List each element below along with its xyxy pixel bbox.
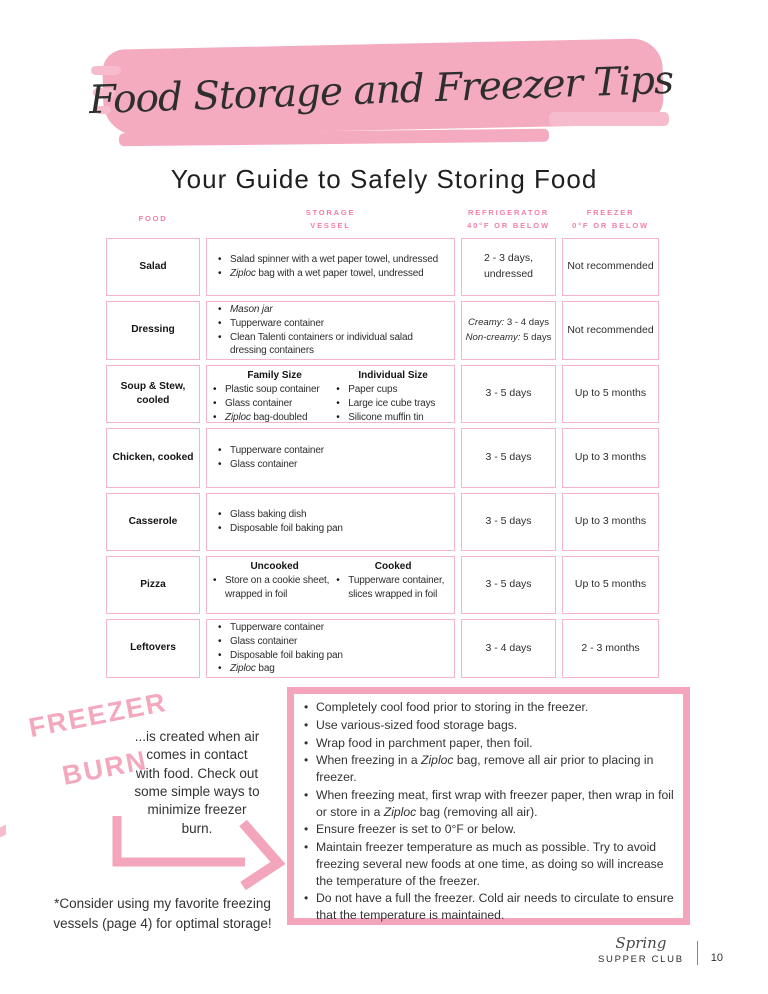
vessel-item: • Large ice cube trays: [336, 397, 450, 411]
vessel-item: • Mason jar: [217, 303, 448, 317]
column-header-refrigerator: [461, 206, 556, 233]
fridge-value: Non-creamy: 5 days: [465, 331, 552, 343]
vessel-item: • Paper cups: [336, 383, 450, 397]
column-header-storage-vessel: [206, 206, 455, 233]
food-cell-leftovers: Leftovers: [106, 619, 200, 678]
vessel-group-uncooked: [213, 560, 336, 610]
vessel-item: • Disposable foil baking pan: [217, 649, 448, 663]
brand-logo: [598, 933, 684, 965]
vessel-item: • Tupperware container: [217, 621, 448, 635]
tip-item: • Maintain freezer temperature as much as possible. Try to avoid freezing several new foods at one time, as doing so will increase the temperature of the freezer.: [302, 839, 675, 889]
food-cell-chicken: Chicken, cooked: [106, 428, 200, 488]
vessel-cell: [206, 556, 455, 614]
vessel-item: • Disposable foil baking pan: [217, 522, 448, 536]
stray-pink-mark: [0, 825, 6, 838]
freezer-cell: [562, 556, 659, 614]
vessel-cell: [206, 428, 455, 488]
fridge-value: 3 - 5 days: [485, 387, 532, 400]
tip-item: • Wrap food in parchment paper, then foil.: [302, 735, 675, 752]
fridge-cell: [461, 493, 556, 551]
column-header-line: REFRIGERATOR: [468, 208, 549, 218]
fridge-value: 2 - 3 days, undressed: [483, 252, 534, 280]
group-title: Uncooked: [250, 561, 299, 572]
freezer-cell: [562, 238, 659, 296]
fridge-value: Creamy: 3 - 4 days: [467, 317, 550, 329]
fridge-cell: [461, 238, 556, 296]
footer-divider: [697, 941, 698, 965]
vessel-item: • Plastic soup container: [213, 383, 336, 397]
freezer-value: Not recommended: [567, 260, 654, 273]
brand-script-logo: Spring: [615, 934, 667, 952]
food-cell-salad: Salad: [106, 238, 200, 296]
vessel-cell: [206, 238, 455, 296]
column-header-line: 40°F OR BELOW: [467, 220, 550, 230]
freezer-burn-word-2: BURN: [59, 745, 150, 791]
food-cell-casserole: Casserole: [106, 493, 200, 551]
tip-item: • Do not have a full the freezer. Cold air needs to circulate to ensure that the temperature is maintained.: [302, 890, 675, 924]
freezer-cell: [562, 619, 659, 678]
column-header-freezer: [562, 206, 659, 233]
tip-item: • Completely cool food prior to storing in the freezer.: [302, 699, 675, 716]
page-number: 10: [710, 952, 723, 964]
food-cell-soup-stew: Soup & Stew, cooled: [106, 365, 200, 423]
fridge-cell: [461, 556, 556, 614]
vessel-item: • Ziploc bag: [217, 662, 448, 676]
freezer-value: Up to 5 months: [574, 578, 647, 591]
column-header-line: FREEZER: [586, 208, 635, 218]
fridge-value: 3 - 5 days: [485, 578, 532, 591]
group-title: Cooked: [374, 561, 412, 572]
freezer-value: Not recommended: [567, 323, 654, 336]
vessel-item: • Tupperware container: [217, 317, 448, 331]
column-header-line: VESSEL: [310, 220, 351, 230]
page-title: Food Storage and Freezer Tips: [88, 57, 674, 123]
freezer-cell: [562, 301, 659, 360]
vessel-group-family-size: [213, 369, 336, 423]
freezing-vessels-footnote: *Consider using my favorite freezing vessels (page 4) for optimal storage!: [53, 896, 272, 931]
freezer-cell: [562, 428, 659, 488]
vessel-item: • Glass container: [213, 397, 336, 411]
vessel-item: • Ziploc bag with a wet paper towel, undressed: [217, 267, 448, 281]
group-title: Family Size: [247, 370, 302, 381]
vessel-cell: [206, 493, 455, 551]
fridge-cell: [461, 301, 556, 360]
fridge-value: 3 - 5 days: [485, 515, 532, 528]
vessel-cell: [206, 619, 455, 678]
vessel-item: • Tupperware container, slices wrapped in foil: [336, 574, 450, 602]
vessel-item: • Tupperware container: [217, 444, 448, 458]
page-footer: [598, 933, 723, 965]
tip-item: • Use various-sized food storage bags.: [302, 717, 675, 734]
freezer-tips-box: [287, 687, 690, 925]
vessel-cell: [206, 365, 455, 423]
vessel-group-individual-size: [336, 369, 450, 423]
vessel-item: • Ziploc bag-doubled: [213, 411, 336, 423]
freezer-value: Up to 3 months: [574, 451, 647, 464]
freezer-burn-description: ...is created when air comes in contact with food. Check out some simple ways to minimize freezer burn.: [134, 729, 260, 836]
freezer-value: Up to 3 months: [574, 515, 647, 528]
freezer-burn-word-1: FREEZER: [26, 686, 170, 744]
vessel-item: • Glass container: [217, 458, 448, 472]
vessel-cell: [206, 301, 455, 360]
brand-name: SUPPER CLUB: [598, 954, 684, 965]
vessel-item: • Clean Talenti containers or individual salad dressing containers: [217, 331, 448, 359]
group-title: Individual Size: [358, 370, 428, 381]
freezer-cell: [562, 493, 659, 551]
fridge-value: 3 - 5 days: [485, 451, 532, 464]
column-header-line: FOOD: [138, 214, 168, 224]
vessel-group-cooked: [336, 560, 450, 610]
vessel-item: • Silicone muffin tin: [336, 411, 450, 423]
fridge-cell: [461, 428, 556, 488]
column-header-line: STORAGE: [305, 208, 356, 218]
freezer-value: 2 - 3 months: [581, 641, 640, 654]
vessel-item: • Glass baking dish: [217, 508, 448, 522]
food-storage-table: [106, 206, 659, 678]
tip-item: • When freezing meat, first wrap with freezer paper, then wrap in foil or store in a Ziploc bag (removing all air).: [302, 787, 675, 821]
vessel-item: • Salad spinner with a wet paper towel, undressed: [217, 253, 448, 267]
freezer-cell: [562, 365, 659, 423]
freezer-value: Up to 5 months: [574, 387, 647, 400]
elbow-arrow-icon: [105, 810, 290, 895]
fridge-cell: [461, 619, 556, 678]
page-subtitle: Your Guide to Safely Storing Food: [170, 164, 598, 194]
fridge-cell: [461, 365, 556, 423]
food-cell-dressing: Dressing: [106, 301, 200, 360]
tip-item: • When freezing in a Ziploc bag, remove all air prior to placing in freezer.: [302, 752, 675, 786]
tip-item: • Ensure freezer is set to 0°F or below.: [302, 821, 675, 838]
header-banner: [88, 36, 674, 144]
column-header-food: [106, 206, 200, 233]
food-cell-pizza: Pizza: [106, 556, 200, 614]
column-header-line: 0°F OR BELOW: [572, 220, 649, 230]
fridge-value: 3 - 4 days: [485, 641, 532, 654]
vessel-item: • Store on a cookie sheet, wrapped in foil: [213, 574, 336, 602]
vessel-item: • Glass container: [217, 635, 448, 649]
